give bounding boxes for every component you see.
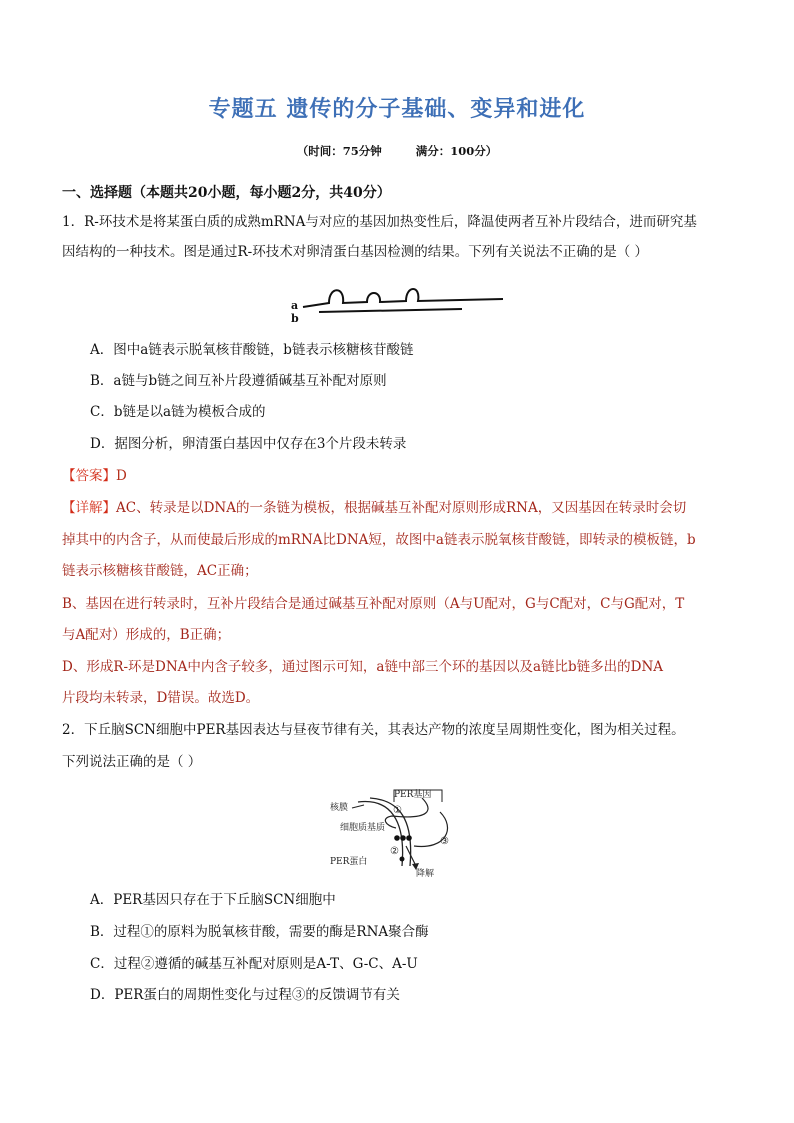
label-cytoplasm: 细胞质基质 (340, 823, 386, 833)
step1-marker: ① (393, 805, 402, 816)
q1-option-b[interactable]: B．a链与b链之间互补片段遵循碱基互补配对原则 (90, 373, 387, 389)
q1-option-a[interactable]: A．图中a链表示脱氧核苷酸链，b链表示核糖核苷酸链 (90, 342, 414, 358)
label-degrade: 降解 (416, 869, 435, 879)
detail-text1: AC、转录是以DNA的一条链为模板，根据碱基互补配对原则形成RNA，又因基因在转录时会切 (116, 500, 687, 516)
score-label: 满分：100分） (415, 144, 498, 158)
exam-info (0, 143, 794, 159)
ribosome-dot-1 (394, 835, 400, 841)
q1-detail-line7: 片段均未转录，D错误。故选D。 (62, 690, 260, 706)
q1-detail-line4: B、基因在进行转录时，互补片段结合是通过碱基互补配对原则（A与U配对，G与C配对，C与G配对，T (62, 596, 685, 612)
strand-a (303, 289, 503, 307)
ribosome-dot-2 (400, 835, 406, 841)
q1-option-d[interactable]: D．据图分析，卵清蛋白基因中仅存在3个片段未转录 (90, 436, 407, 452)
q1-detail-line3: 链表示核糖核苷酸链，AC正确； (62, 563, 258, 579)
q1-detail-line6: D、形成R-环是DNA中内含子较多，通过图示可知，a链中部三个环的基因以及a链比b链多出的DNA (62, 659, 664, 675)
label-per-gene: PER基因 (394, 790, 432, 800)
q2-option-a[interactable]: A．PER基因只存在于下丘脑SCN细胞中 (90, 892, 336, 908)
page-title: 专题五 遗传的分子基础、变异和进化 (208, 97, 586, 122)
q1-stem-line1: 1．R-环技术是将某蛋白质的成熟mRNA与对应的基因加热变性后，降温使两者互补片段结合，进而研究基 (62, 214, 697, 230)
q2-option-d[interactable]: D．PER蛋白的周期性变化与过程③的反馈调节有关 (90, 987, 400, 1003)
step3-marker: ③ (440, 836, 449, 847)
per-gene-figure (330, 780, 480, 880)
label-membrane: 核膜 (330, 803, 349, 813)
ribosome-dot-3 (406, 835, 412, 841)
figure-label-b: b (291, 312, 299, 325)
q1-detail-line2: 掉其中的内含子，从而使最后形成的mRNA比DNA短，故图中a链表示脱氧核苷酸链，即转录的模板链，b (62, 532, 696, 548)
answer-value: D (116, 468, 127, 484)
step2-marker: ② (390, 846, 399, 857)
r-loop-figure (285, 282, 510, 327)
q1-stem-line2: 因结构的一种技术。图是通过R-环技术对卵清蛋白基因检测的结果。下列有关说法不正确的是（ ） (62, 244, 649, 260)
q2-stem-line1: 2．下丘脑SCN细胞中PER基因表达与昼夜节律有关，其表达产物的浓度呈周期性变化，图为相关过程。 (62, 722, 685, 738)
q1-detail-line5: 与A配对）形成的，B正确； (62, 627, 231, 643)
q1-detail-line1 (62, 499, 686, 517)
time-label: （时间：75分钟 (296, 144, 382, 158)
strand-b (319, 309, 462, 312)
q2-stem-line2: 下列说法正确的是（ ） (62, 754, 202, 770)
q2-option-b[interactable]: B．过程①的原料为脱氧核苷酸，需要的酶是RNA聚合酶 (90, 924, 429, 940)
answer-tag: 【答案】 (62, 468, 116, 484)
q1-answer (62, 467, 127, 485)
label-protein: PER蛋白 (330, 857, 368, 867)
membrane-pointer (352, 805, 364, 808)
q1-option-c[interactable]: C．b链是以a链为模板合成的 (90, 404, 266, 420)
detail-tag: 【详解】 (62, 500, 116, 516)
q2-option-c[interactable]: C．过程②遵循的碱基互补配对原则是A-T、G-C、A-U (90, 956, 418, 972)
per-protein-dot (400, 857, 405, 862)
figure-label-a: a (291, 299, 299, 312)
section-heading: 一、选择题（本题共20小题，每小题2分，共40分） (62, 185, 391, 201)
